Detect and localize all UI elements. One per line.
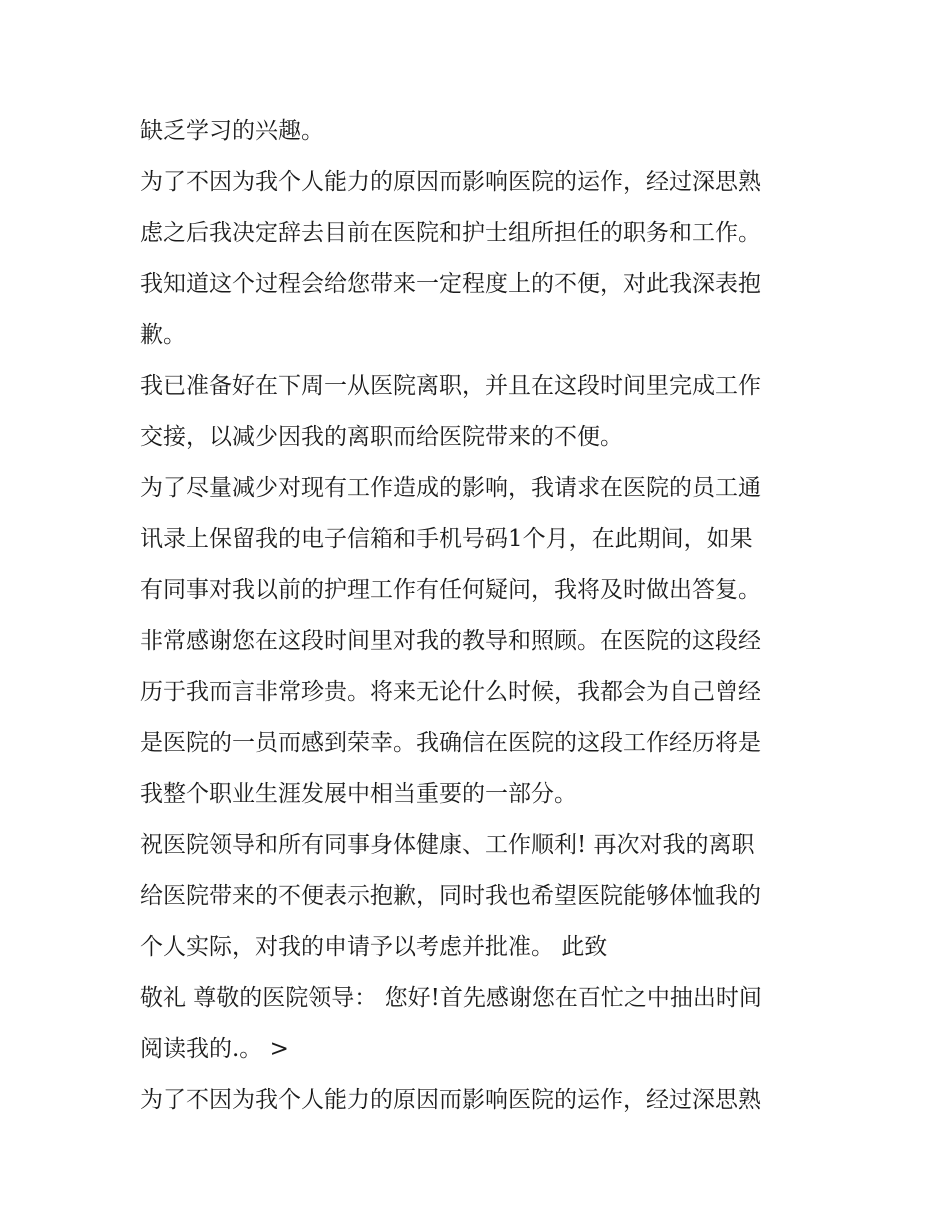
text-line: 我已准备好在下周一从医院离职，并且在这段时间里完成工作 bbox=[140, 373, 761, 399]
text-line: 给医院带来的不便表示抱歉，同时我也希望医院能够体恤我的 bbox=[140, 883, 761, 909]
text-line: 阅读我的.。 > bbox=[140, 1036, 289, 1062]
text-line: 非常感谢您在这段时间里对我的教导和照顾。在医院的这段经 bbox=[140, 628, 761, 654]
text-line: 是医院的一员而感到荣幸。我确信在医院的这段工作经历将是 bbox=[140, 730, 761, 756]
text-line: 祝医院领导和所有同事身体健康、工作顺利! 再次对我的离职 bbox=[140, 832, 755, 858]
text-line: 个人实际，对我的申请予以考虑并批准。 此致 bbox=[140, 934, 608, 960]
text-line: 交接，以减少因我的离职而给医院带来的不便。 bbox=[140, 424, 623, 450]
text-line: 讯录上保留我的电子信箱和手机号码1个月，在此期间，如果 bbox=[140, 526, 753, 552]
text-line: 歉。 bbox=[140, 322, 186, 348]
text-line: 缺乏学习的兴趣。 bbox=[140, 118, 324, 144]
text-line: 为了不因为我个人能力的原因而影响医院的运作，经过深思熟 bbox=[140, 1087, 761, 1113]
text-line: 虑之后我决定辞去目前在医院和护士组所担任的职务和工作。 bbox=[140, 220, 761, 246]
body-text bbox=[140, 106, 820, 1126]
text-line: 我知道这个过程会给您带来一定程度上的不便，对此我深表抱 bbox=[140, 271, 761, 297]
text-line: 有同事对我以前的护理工作有任何疑问，我将及时做出答复。 bbox=[140, 577, 761, 603]
text-line: 为了不因为我个人能力的原因而影响医院的运作，经过深思熟 bbox=[140, 169, 761, 195]
text-line: 历于我而言非常珍贵。将来无论什么时候，我都会为自己曾经 bbox=[140, 679, 761, 705]
text-line: 敬礼 尊敬的医院领导： 您好!首先感谢您在百忙之中抽出时间 bbox=[140, 985, 762, 1011]
text-line: 为了尽量减少对现有工作造成的影响，我请求在医院的员工通 bbox=[140, 475, 761, 501]
text-line: 我整个职业生涯发展中相当重要的一部分。 bbox=[140, 781, 577, 807]
